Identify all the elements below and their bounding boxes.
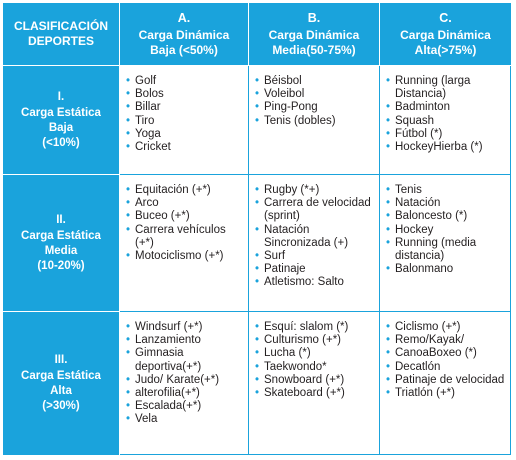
column-title-line-1: Carga Dinámica [268, 27, 360, 42]
sport-item: • Vela [126, 413, 244, 426]
sport-item: • Running (larga Distancia) [386, 75, 506, 101]
column-header-a [120, 3, 249, 66]
sport-item: • Lucha (*) [255, 347, 375, 360]
column-header-b [249, 3, 380, 66]
sport-item: • Culturismo (+*) [255, 334, 375, 347]
sport-item: • Ciclismo (+*) [386, 321, 506, 334]
column-letter: C. [439, 10, 452, 25]
corner-header [3, 3, 120, 66]
sport-item: • Bolos [126, 88, 244, 101]
row-header-i [3, 66, 120, 175]
sport-item: • Balonmano [386, 263, 506, 276]
sport-item: • Equitación (+*) [126, 184, 244, 197]
sport-item: • Lanzamiento [126, 334, 244, 347]
cell-i-b [249, 66, 380, 175]
sport-item: • Golf [126, 75, 244, 88]
sport-item: • Squash [386, 115, 506, 128]
cell-iii-c [380, 312, 511, 455]
sport-item: • Patinaje [255, 263, 375, 276]
cell-i-a [120, 66, 249, 175]
sport-item: • Decatlón [386, 361, 506, 374]
sport-item: • Surf [255, 250, 375, 263]
sport-item: • Windsurf (+*) [126, 321, 244, 334]
sport-item: • Buceo (+*) [126, 210, 244, 223]
sport-item: • Esquí: slalom (*) [255, 321, 375, 334]
sport-item: • Tenis [386, 184, 506, 197]
sport-item: • Badminton [386, 101, 506, 114]
sport-item: • Cricket [126, 141, 244, 154]
cell-iii-a [120, 312, 249, 455]
row-title-line-1: Carga Estática [21, 370, 101, 382]
corner-line-1: CLASIFICACIÓN [14, 19, 108, 33]
sport-item: • Carrera de velocidad (sprint) [255, 197, 375, 223]
row-title-line-3: (>30%) [42, 400, 80, 412]
sport-item: • Ping-Pong [255, 101, 375, 114]
sport-item: • Rugby (*+) [255, 184, 375, 197]
column-title-line-1: Carga Dinámica [400, 27, 491, 42]
sport-item: • Snowboard (+*) [255, 374, 375, 387]
sport-item: • Natación [386, 197, 506, 210]
cell-ii-b [249, 175, 380, 312]
sport-item: • Patinaje de velocidad [386, 374, 506, 387]
row-title-line-3: (<10%) [42, 136, 80, 149]
row-numeral: I. [57, 90, 65, 103]
sports-classification-table [3, 3, 511, 455]
sport-item: • Arco [126, 197, 244, 210]
sport-item: • Fútbol (*) [386, 128, 506, 141]
sport-item: • Billar [126, 101, 244, 114]
sport-item: • Escalada(+*) [126, 400, 244, 413]
column-letter: A. [177, 10, 191, 25]
sport-item: • Tenis (dobles) [255, 115, 375, 128]
column-title-line-2: Baja (<50%) [150, 42, 218, 57]
row-title-line-2: Media [44, 244, 78, 257]
sport-item: • Atletismo: Salto [255, 276, 375, 289]
sport-item: • Béisbol [255, 75, 375, 88]
column-header-c [380, 3, 511, 66]
sport-item: • Taekwondo* [255, 361, 375, 374]
sport-item: • Triatlón (+*) [386, 387, 506, 400]
sport-item: • Judo/ Karate(+*) [126, 374, 244, 387]
sport-item: • Voleibol [255, 88, 375, 101]
row-numeral: II. [56, 213, 66, 226]
row-title-line-1: Carga Estática [21, 229, 101, 242]
row-header-ii [3, 175, 120, 312]
column-title-line-2: Media(50-75%) [272, 42, 356, 57]
row-numeral: III. [54, 354, 68, 366]
corner-line-2: DEPORTES [27, 34, 94, 48]
sport-item: • Gimnasia deportiva(+*) [126, 347, 244, 373]
row-title-line-2: Baja [48, 121, 74, 134]
sport-item: • Yoga [126, 128, 244, 141]
sport-item: • Baloncesto (*) [386, 210, 506, 223]
row-title-line-2: Alta [50, 385, 72, 397]
sport-item: • HockeyHierba (*) [386, 141, 506, 154]
sport-item: • Running (media distancia) [386, 237, 506, 263]
column-letter: B. [307, 10, 321, 25]
sport-item: • Tiro [126, 115, 244, 128]
cell-i-c [380, 66, 511, 175]
column-title-line-2: Alta(>75%) [414, 42, 477, 57]
cell-ii-c [380, 175, 511, 312]
row-title-line-3: (10-20%) [37, 259, 85, 272]
sport-item: • alterofilia(+*) [126, 387, 244, 400]
cell-ii-a [120, 175, 249, 312]
column-title-line-1: Carga Dinámica [138, 27, 230, 42]
sport-item: • Motociclismo (+*) [126, 250, 244, 263]
sport-item: • Carrera vehículos (+*) [126, 224, 244, 250]
row-title-line-1: Carga Estática [21, 106, 101, 119]
row-header-iii [3, 312, 120, 455]
sport-item: • Natación Sincronizada (+) [255, 224, 375, 250]
sport-item: • Remo/Kayak/ [386, 334, 506, 347]
sport-item: • CanoaBoxeo (*) [386, 347, 506, 360]
sport-item: • Skateboard (+*) [255, 387, 375, 400]
cell-iii-b [249, 312, 380, 455]
sport-item: • Hockey [386, 224, 506, 237]
